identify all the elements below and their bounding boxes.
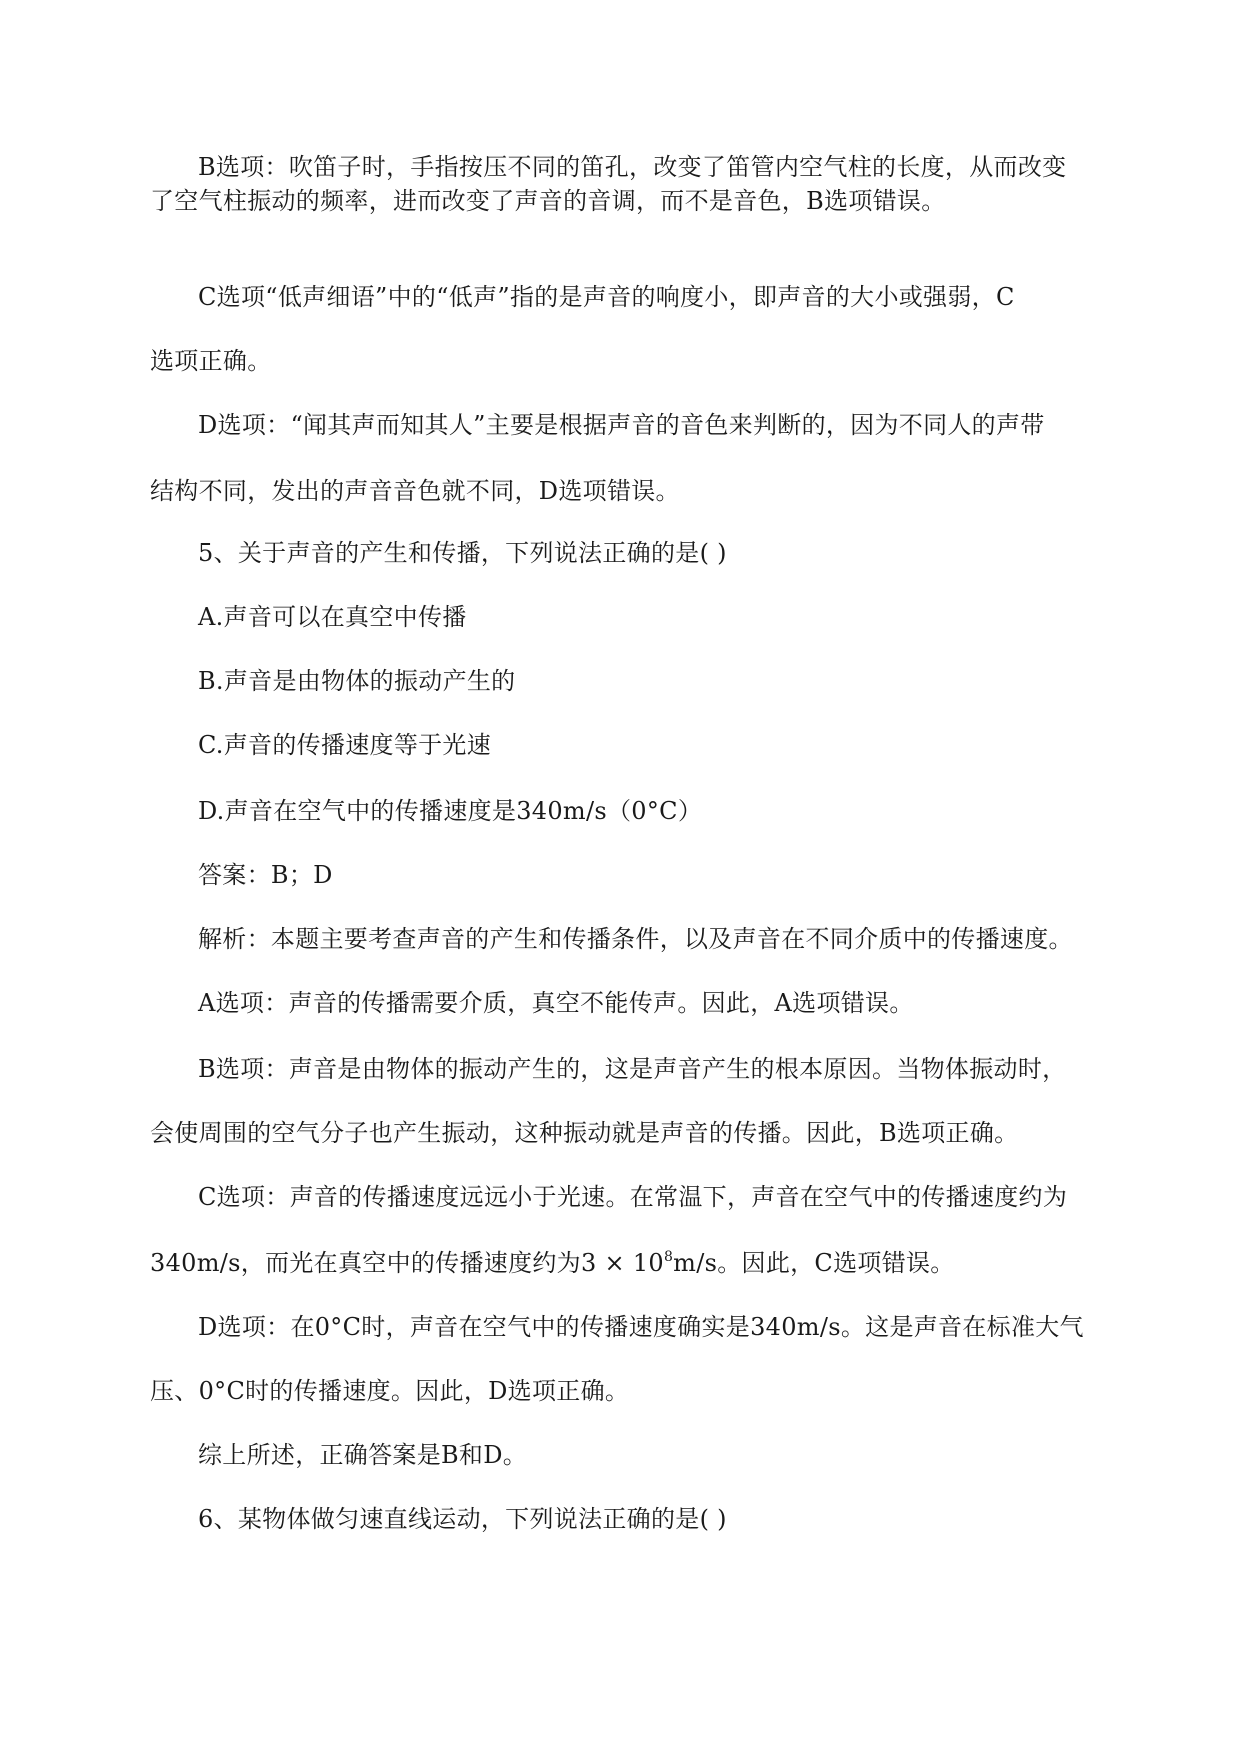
analysis-intro: 解析：本题主要考查声音的产生和传播条件，以及声音在不同介质中的传播速度。 [198,925,1073,953]
paragraph-line: 了空气柱振动的频率，进而改变了声音的音调，而不是音色，B选项错误。 [150,187,946,215]
paragraph-line: 会使周围的空气分子也产生振动，这种振动就是声音的传播。因此，B选项正确。 [150,1119,1019,1147]
paragraph-line: A选项：声音的传播需要介质，真空不能传声。因此，A选项错误。 [198,989,914,1017]
question-6-stem: 6、某物体做匀速直线运动，下列说法正确的是( ) [198,1505,727,1533]
paragraph-line: 压、0°C时的传播速度。因此，D选项正确。 [150,1377,630,1405]
option-b: B.声音是由物体的振动产生的 [198,667,516,695]
paragraph-line: B选项：吹笛子时，手指按压不同的笛孔，改变了笛管内空气柱的长度，从而改变 [198,153,1067,181]
text-span: 10 [632,1249,664,1277]
paragraph-line [150,1248,955,1278]
answer: 答案：B；D [198,861,333,889]
paragraph-line: C选项：声音的传播速度远远小于光速。在常温下，声音在空气中的传播速度约为 [198,1183,1068,1211]
text-span: 340m/s，而光在真空中的传播速度约为3 × [150,1249,633,1277]
conclusion: 综上所述，正确答案是B和D。 [198,1441,528,1469]
option-c: C.声音的传播速度等于光速 [198,731,492,759]
text-span: m/s。因此，C选项错误。 [673,1249,955,1277]
option-a: A.声音可以在真空中传播 [198,603,467,631]
paragraph-line: D选项：“闻其声而知其人”主要是根据声音的音色来判断的，因为不同人的声带 [198,411,1045,439]
paragraph-line: C选项“低声细语”中的“低声”指的是声音的响度小，即声音的大小或强弱，C [198,283,1015,311]
paragraph-line: 选项正确。 [150,347,272,375]
option-d: D.声音在空气中的传播速度是340m/s（0°C） [198,797,703,825]
superscript: 8 [663,1249,674,1265]
paragraph-line: 结构不同，发出的声音音色就不同，D选项错误。 [150,477,680,505]
paragraph-line: D选项：在0°C时，声音在空气中的传播速度确实是340m/s。这是声音在标准大气 [198,1313,1084,1341]
question-5-stem: 5、关于声音的产生和传播，下列说法正确的是( ) [198,539,727,567]
paragraph-line: B选项：声音是由物体的振动产生的，这是声音产生的根本原因。当物体振动时， [198,1055,1067,1083]
